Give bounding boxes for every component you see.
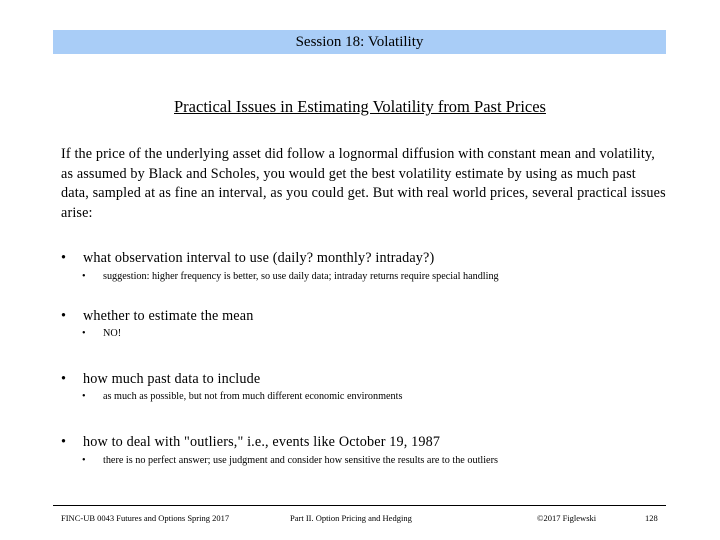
footer-course: FINC-UB 0043 Futures and Options Spring 2017 — [61, 513, 230, 523]
session-title: Session 18: Volatility — [295, 33, 424, 50]
bullet-icon: • — [61, 371, 67, 387]
footer-copyright: ©2017 Figlewski — [537, 513, 597, 523]
bullet-text: how much past data to include — [83, 371, 261, 387]
footer-part: Part II. Option Pricing and Hedging — [290, 513, 412, 523]
sub-bullet-icon: • — [82, 328, 86, 339]
bullet-icon: • — [61, 308, 67, 324]
bullet-text: how to deal with "outliers," i.e., events like October 19, 1987 — [83, 434, 441, 450]
sub-bullet-text: NO! — [103, 328, 122, 339]
sub-bullet-icon: • — [82, 455, 86, 466]
bullet-icon: • — [61, 250, 67, 266]
slide-title: Practical Issues in Estimating Volatility from Past Prices — [174, 97, 546, 116]
sub-bullet-text: as much as possible, but not from much different economic environments — [103, 391, 403, 402]
footer-divider — [53, 505, 666, 506]
sub-bullet-icon: • — [82, 271, 86, 282]
intro-paragraph: If the price of the underlying asset did follow a lognormal diffusion with constant mean and volatility, as assumed by Black and Scholes, you would get the best volatility estimate by using as much past data, sampled at as fine an interval, as you could get. But with real world prices, several practical issues arise: — [61, 146, 666, 221]
bullet-text: what observation interval to use (daily? monthly? intraday?) — [83, 250, 435, 266]
sub-bullet-text: suggestion: higher frequency is better, so use daily data; intraday returns require special handling — [103, 271, 499, 282]
sub-bullet-icon: • — [82, 391, 86, 402]
sub-bullet-text: there is no perfect answer; use judgment and consider how sensitive the results are to the outliers — [103, 455, 498, 466]
header-bar — [53, 30, 666, 54]
bullet-icon: • — [61, 434, 67, 450]
footer-page-number: 128 — [645, 513, 658, 523]
bullet-text: whether to estimate the mean — [83, 308, 254, 324]
